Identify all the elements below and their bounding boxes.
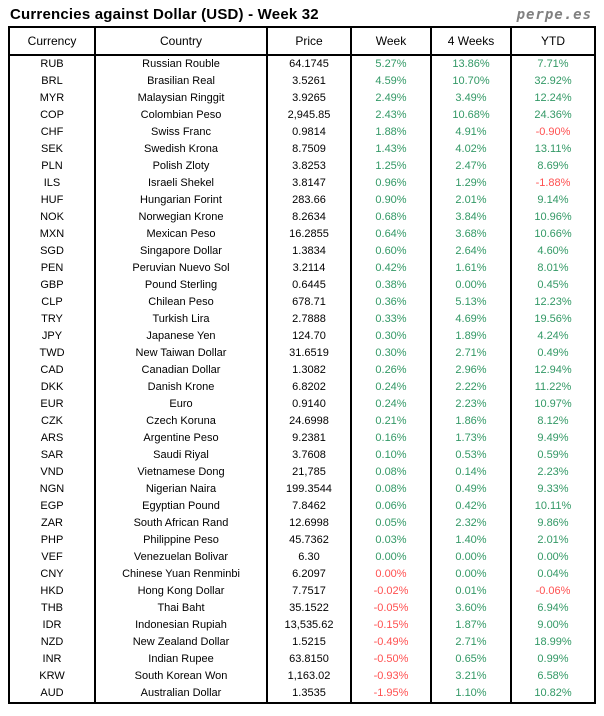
table-row [9, 515, 595, 532]
table-row [9, 566, 595, 583]
currency-code-cell: NZD [9, 634, 95, 651]
week-change-cell: 0.64% [351, 226, 431, 243]
price-cell: 2,945.85 [267, 107, 351, 124]
table-row [9, 328, 595, 345]
four-weeks-change-cell: 0.01% [431, 583, 511, 600]
table-row [9, 481, 595, 498]
week-change-cell: -0.05% [351, 600, 431, 617]
currency-code-cell: EUR [9, 396, 95, 413]
week-change-cell: 0.26% [351, 362, 431, 379]
country-cell: Malaysian Ringgit [95, 90, 267, 107]
country-cell: Israeli Shekel [95, 175, 267, 192]
four-weeks-change-cell: 3.60% [431, 600, 511, 617]
country-cell: Hungarian Forint [95, 192, 267, 209]
four-weeks-change-cell: 10.70% [431, 73, 511, 90]
table-row [9, 226, 595, 243]
currency-code-cell: VND [9, 464, 95, 481]
week-change-cell: 0.60% [351, 243, 431, 260]
week-change-cell: -1.95% [351, 685, 431, 703]
currency-code-cell: JPY [9, 328, 95, 345]
country-cell: Vietnamese Dong [95, 464, 267, 481]
ytd-change-cell: 0.49% [511, 345, 595, 362]
country-cell: Chinese Yuan Renminbi [95, 566, 267, 583]
column-header: 4 Weeks [431, 27, 511, 55]
table-row [9, 532, 595, 549]
ytd-change-cell: 0.59% [511, 447, 595, 464]
currency-code-cell: CLP [9, 294, 95, 311]
week-change-cell: 1.25% [351, 158, 431, 175]
currency-code-cell: COP [9, 107, 95, 124]
four-weeks-change-cell: 2.22% [431, 379, 511, 396]
currency-code-cell: TWD [9, 345, 95, 362]
ytd-change-cell: 12.23% [511, 294, 595, 311]
page-title: Currencies against Dollar (USD) - Week 32 [10, 6, 319, 23]
currency-code-cell: KRW [9, 668, 95, 685]
table-row [9, 55, 595, 73]
price-cell: 8.7509 [267, 141, 351, 158]
title-bar [0, 0, 604, 26]
price-cell: 2.7888 [267, 311, 351, 328]
country-cell: Brasilian Real [95, 73, 267, 90]
week-change-cell: -0.93% [351, 668, 431, 685]
currency-code-cell: CAD [9, 362, 95, 379]
currency-code-cell: THB [9, 600, 95, 617]
week-change-cell: 0.08% [351, 464, 431, 481]
week-change-cell: 0.68% [351, 209, 431, 226]
country-cell: Chilean Peso [95, 294, 267, 311]
week-change-cell: 0.08% [351, 481, 431, 498]
ytd-change-cell: 10.82% [511, 685, 595, 703]
ytd-change-cell: -1.88% [511, 175, 595, 192]
four-weeks-change-cell: 0.53% [431, 447, 511, 464]
table-row [9, 651, 595, 668]
site-logo: perpe.es [516, 7, 592, 23]
four-weeks-change-cell: 2.71% [431, 345, 511, 362]
four-weeks-change-cell: 0.14% [431, 464, 511, 481]
week-change-cell: -0.50% [351, 651, 431, 668]
currency-code-cell: RUB [9, 55, 95, 73]
currency-code-cell: NOK [9, 209, 95, 226]
currency-code-cell: DKK [9, 379, 95, 396]
price-cell: 3.8147 [267, 175, 351, 192]
price-cell: 3.2114 [267, 260, 351, 277]
ytd-change-cell: 0.45% [511, 277, 595, 294]
ytd-change-cell: 8.12% [511, 413, 595, 430]
table-row [9, 362, 595, 379]
country-cell: Swedish Krona [95, 141, 267, 158]
country-cell: Argentine Peso [95, 430, 267, 447]
currency-code-cell: CHF [9, 124, 95, 141]
ytd-change-cell: 4.60% [511, 243, 595, 260]
country-cell: Saudi Riyal [95, 447, 267, 464]
column-header: YTD [511, 27, 595, 55]
country-cell: Venezuelan Bolivar [95, 549, 267, 566]
price-cell: 13,535.62 [267, 617, 351, 634]
four-weeks-change-cell: 4.69% [431, 311, 511, 328]
four-weeks-change-cell: 1.73% [431, 430, 511, 447]
price-cell: 678.71 [267, 294, 351, 311]
week-change-cell: 0.21% [351, 413, 431, 430]
four-weeks-change-cell: 2.96% [431, 362, 511, 379]
ytd-change-cell: 12.24% [511, 90, 595, 107]
country-cell: Nigerian Naira [95, 481, 267, 498]
price-cell: 8.2634 [267, 209, 351, 226]
price-cell: 0.6445 [267, 277, 351, 294]
country-cell: Mexican Peso [95, 226, 267, 243]
currency-code-cell: EGP [9, 498, 95, 515]
currency-code-cell: SEK [9, 141, 95, 158]
ytd-change-cell: 7.71% [511, 55, 595, 73]
ytd-change-cell: 32.92% [511, 73, 595, 90]
week-change-cell: 0.03% [351, 532, 431, 549]
week-change-cell: 0.00% [351, 566, 431, 583]
country-cell: Indian Rupee [95, 651, 267, 668]
country-cell: Colombian Peso [95, 107, 267, 124]
price-cell: 35.1522 [267, 600, 351, 617]
table-row [9, 107, 595, 124]
price-cell: 12.6998 [267, 515, 351, 532]
ytd-change-cell: 10.96% [511, 209, 595, 226]
ytd-change-cell: 18.99% [511, 634, 595, 651]
ytd-change-cell: 10.66% [511, 226, 595, 243]
country-cell: Indonesian Rupiah [95, 617, 267, 634]
table-row [9, 549, 595, 566]
ytd-change-cell: 6.94% [511, 600, 595, 617]
country-cell: Canadian Dollar [95, 362, 267, 379]
price-cell: 0.9814 [267, 124, 351, 141]
currency-code-cell: IDR [9, 617, 95, 634]
country-cell: New Taiwan Dollar [95, 345, 267, 362]
price-cell: 1.5215 [267, 634, 351, 651]
country-cell: Australian Dollar [95, 685, 267, 703]
four-weeks-change-cell: 0.00% [431, 549, 511, 566]
table-row [9, 158, 595, 175]
currency-code-cell: BRL [9, 73, 95, 90]
price-cell: 16.2855 [267, 226, 351, 243]
ytd-change-cell: 11.22% [511, 379, 595, 396]
week-change-cell: 0.30% [351, 328, 431, 345]
column-header: Week [351, 27, 431, 55]
ytd-change-cell: 0.04% [511, 566, 595, 583]
price-cell: 199.3544 [267, 481, 351, 498]
table-row [9, 277, 595, 294]
ytd-change-cell: 24.36% [511, 107, 595, 124]
four-weeks-change-cell: 2.64% [431, 243, 511, 260]
four-weeks-change-cell: 1.10% [431, 685, 511, 703]
ytd-change-cell: 10.97% [511, 396, 595, 413]
four-weeks-change-cell: 1.29% [431, 175, 511, 192]
ytd-change-cell: 4.24% [511, 328, 595, 345]
price-cell: 1.3535 [267, 685, 351, 703]
ytd-change-cell: -0.06% [511, 583, 595, 600]
table-row [9, 464, 595, 481]
ytd-change-cell: 13.11% [511, 141, 595, 158]
table-row [9, 141, 595, 158]
currency-code-cell: VEF [9, 549, 95, 566]
table-row [9, 447, 595, 464]
table-body [9, 55, 595, 703]
four-weeks-change-cell: 1.61% [431, 260, 511, 277]
currency-code-cell: HKD [9, 583, 95, 600]
currency-table [8, 26, 596, 704]
table-row [9, 617, 595, 634]
price-cell: 63.8150 [267, 651, 351, 668]
price-cell: 1,163.02 [267, 668, 351, 685]
country-cell: Thai Baht [95, 600, 267, 617]
ytd-change-cell: 10.11% [511, 498, 595, 515]
price-cell: 283.66 [267, 192, 351, 209]
four-weeks-change-cell: 4.02% [431, 141, 511, 158]
week-change-cell: 0.24% [351, 379, 431, 396]
price-cell: 1.3834 [267, 243, 351, 260]
week-change-cell: 0.10% [351, 447, 431, 464]
week-change-cell: 0.36% [351, 294, 431, 311]
table-row [9, 175, 595, 192]
four-weeks-change-cell: 2.71% [431, 634, 511, 651]
four-weeks-change-cell: 0.65% [431, 651, 511, 668]
table-row [9, 600, 595, 617]
ytd-change-cell: 2.01% [511, 532, 595, 549]
ytd-change-cell: 19.56% [511, 311, 595, 328]
currency-code-cell: PLN [9, 158, 95, 175]
currency-code-cell: ARS [9, 430, 95, 447]
week-change-cell: 0.05% [351, 515, 431, 532]
country-cell: Pound Sterling [95, 277, 267, 294]
price-cell: 1.3082 [267, 362, 351, 379]
currency-code-cell: GBP [9, 277, 95, 294]
four-weeks-change-cell: 0.00% [431, 566, 511, 583]
currency-code-cell: HUF [9, 192, 95, 209]
four-weeks-change-cell: 2.01% [431, 192, 511, 209]
country-cell: Japanese Yen [95, 328, 267, 345]
ytd-change-cell: 9.14% [511, 192, 595, 209]
ytd-change-cell: 12.94% [511, 362, 595, 379]
price-cell: 0.9140 [267, 396, 351, 413]
table-row [9, 413, 595, 430]
four-weeks-change-cell: 3.49% [431, 90, 511, 107]
currency-code-cell: MYR [9, 90, 95, 107]
week-change-cell: 1.43% [351, 141, 431, 158]
week-change-cell: 0.30% [351, 345, 431, 362]
currency-code-cell: AUD [9, 685, 95, 703]
price-cell: 6.8202 [267, 379, 351, 396]
week-change-cell: 0.16% [351, 430, 431, 447]
price-cell: 3.8253 [267, 158, 351, 175]
week-change-cell: 0.33% [351, 311, 431, 328]
currency-code-cell: PEN [9, 260, 95, 277]
table-row [9, 379, 595, 396]
country-cell: Swiss Franc [95, 124, 267, 141]
price-cell: 124.70 [267, 328, 351, 345]
price-cell: 3.5261 [267, 73, 351, 90]
four-weeks-change-cell: 0.49% [431, 481, 511, 498]
table-row [9, 634, 595, 651]
price-cell: 21,785 [267, 464, 351, 481]
week-change-cell: -0.02% [351, 583, 431, 600]
country-cell: South Korean Won [95, 668, 267, 685]
table-row [9, 345, 595, 362]
four-weeks-change-cell: 5.13% [431, 294, 511, 311]
four-weeks-change-cell: 0.00% [431, 277, 511, 294]
table-row [9, 685, 595, 703]
header-row [9, 27, 595, 55]
table-row [9, 209, 595, 226]
currency-code-cell: INR [9, 651, 95, 668]
ytd-change-cell: 8.01% [511, 260, 595, 277]
four-weeks-change-cell: 1.86% [431, 413, 511, 430]
table-row [9, 294, 595, 311]
week-change-cell: 0.06% [351, 498, 431, 515]
ytd-change-cell: 9.33% [511, 481, 595, 498]
week-change-cell: 0.90% [351, 192, 431, 209]
country-cell: Peruvian Nuevo Sol [95, 260, 267, 277]
column-header: Price [267, 27, 351, 55]
four-weeks-change-cell: 0.42% [431, 498, 511, 515]
table-row [9, 583, 595, 600]
price-cell: 24.6998 [267, 413, 351, 430]
country-cell: Euro [95, 396, 267, 413]
currency-code-cell: TRY [9, 311, 95, 328]
week-change-cell: 5.27% [351, 55, 431, 73]
price-cell: 7.8462 [267, 498, 351, 515]
country-cell: Egyptian Pound [95, 498, 267, 515]
four-weeks-change-cell: 1.89% [431, 328, 511, 345]
table-row [9, 396, 595, 413]
four-weeks-change-cell: 10.68% [431, 107, 511, 124]
currency-code-cell: NGN [9, 481, 95, 498]
four-weeks-change-cell: 1.40% [431, 532, 511, 549]
table-row [9, 311, 595, 328]
ytd-change-cell: 9.49% [511, 430, 595, 447]
currency-code-cell: SAR [9, 447, 95, 464]
country-cell: New Zealand Dollar [95, 634, 267, 651]
table-row [9, 124, 595, 141]
table-row [9, 498, 595, 515]
country-cell: Norwegian Krone [95, 209, 267, 226]
column-header: Country [95, 27, 267, 55]
currency-code-cell: CZK [9, 413, 95, 430]
week-change-cell: -0.15% [351, 617, 431, 634]
country-cell: Singapore Dollar [95, 243, 267, 260]
ytd-change-cell: 9.00% [511, 617, 595, 634]
four-weeks-change-cell: 2.32% [431, 515, 511, 532]
ytd-change-cell: 6.58% [511, 668, 595, 685]
price-cell: 3.9265 [267, 90, 351, 107]
country-cell: Hong Kong Dollar [95, 583, 267, 600]
week-change-cell: 1.88% [351, 124, 431, 141]
currency-code-cell: ILS [9, 175, 95, 192]
country-cell: South African Rand [95, 515, 267, 532]
week-change-cell: 0.00% [351, 549, 431, 566]
country-cell: Philippine Peso [95, 532, 267, 549]
ytd-change-cell: 0.99% [511, 651, 595, 668]
price-cell: 7.7517 [267, 583, 351, 600]
price-cell: 3.7608 [267, 447, 351, 464]
ytd-change-cell: -0.90% [511, 124, 595, 141]
country-cell: Danish Krone [95, 379, 267, 396]
ytd-change-cell: 2.23% [511, 464, 595, 481]
currency-code-cell: SGD [9, 243, 95, 260]
country-cell: Russian Rouble [95, 55, 267, 73]
price-cell: 9.2381 [267, 430, 351, 447]
table-row [9, 243, 595, 260]
four-weeks-change-cell: 1.87% [431, 617, 511, 634]
week-change-cell: 0.42% [351, 260, 431, 277]
country-cell: Turkish Lira [95, 311, 267, 328]
week-change-cell: 0.38% [351, 277, 431, 294]
four-weeks-change-cell: 4.91% [431, 124, 511, 141]
table-row [9, 668, 595, 685]
price-cell: 31.6519 [267, 345, 351, 362]
currency-code-cell: MXN [9, 226, 95, 243]
week-change-cell: 4.59% [351, 73, 431, 90]
table-row [9, 73, 595, 90]
four-weeks-change-cell: 3.21% [431, 668, 511, 685]
four-weeks-change-cell: 3.68% [431, 226, 511, 243]
four-weeks-change-cell: 2.23% [431, 396, 511, 413]
ytd-change-cell: 0.00% [511, 549, 595, 566]
table-row [9, 192, 595, 209]
four-weeks-change-cell: 3.84% [431, 209, 511, 226]
table-row [9, 430, 595, 447]
country-cell: Czech Koruna [95, 413, 267, 430]
ytd-change-cell: 8.69% [511, 158, 595, 175]
currency-code-cell: ZAR [9, 515, 95, 532]
week-change-cell: 0.96% [351, 175, 431, 192]
currency-code-cell: CNY [9, 566, 95, 583]
table-row [9, 260, 595, 277]
week-change-cell: -0.49% [351, 634, 431, 651]
price-cell: 6.2097 [267, 566, 351, 583]
week-change-cell: 2.49% [351, 90, 431, 107]
table-row [9, 90, 595, 107]
week-change-cell: 0.24% [351, 396, 431, 413]
four-weeks-change-cell: 13.86% [431, 55, 511, 73]
price-cell: 6.30 [267, 549, 351, 566]
ytd-change-cell: 9.86% [511, 515, 595, 532]
currency-code-cell: PHP [9, 532, 95, 549]
week-change-cell: 2.43% [351, 107, 431, 124]
price-cell: 45.7362 [267, 532, 351, 549]
four-weeks-change-cell: 2.47% [431, 158, 511, 175]
column-header: Currency [9, 27, 95, 55]
price-cell: 64.1745 [267, 55, 351, 73]
country-cell: Polish Zloty [95, 158, 267, 175]
